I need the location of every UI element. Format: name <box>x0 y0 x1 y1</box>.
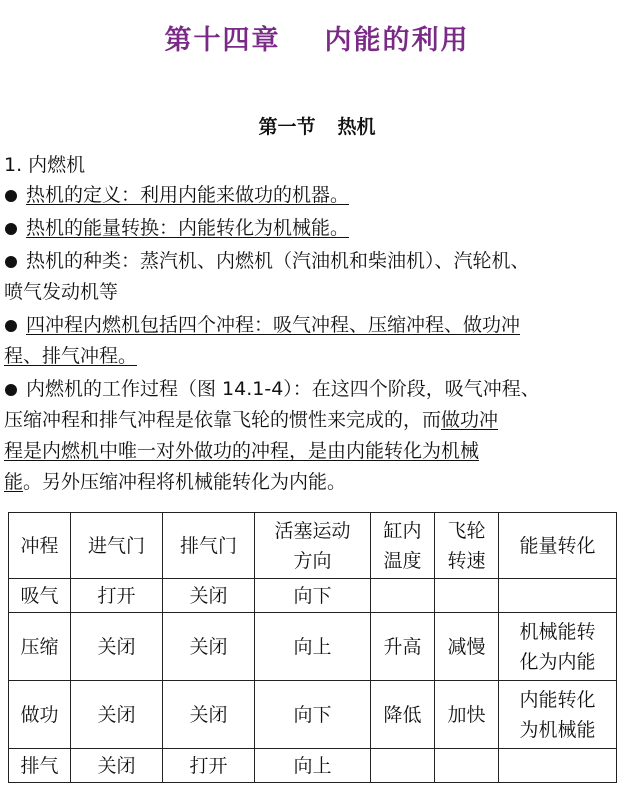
bullet-text: 喷气发动机等 <box>4 281 119 303</box>
stroke-table <box>8 512 617 783</box>
table-cell <box>499 579 617 613</box>
table-header <box>71 513 163 579</box>
table-cell: 向下 <box>255 681 371 749</box>
table-header <box>371 513 435 579</box>
bullet-dot-icon <box>5 223 17 235</box>
table-cell: 关闭 <box>163 579 255 613</box>
header-text: 进气门 <box>87 534 145 557</box>
table-cell <box>499 613 617 681</box>
topic-heading: 1. 内燃机 <box>4 154 86 176</box>
table-cell: 打开 <box>163 749 255 783</box>
bullet-text: 四冲程内燃机包括四个冲程：吸气冲程、压缩冲程、做功冲 <box>26 314 521 336</box>
table-row <box>9 749 617 783</box>
cell-text: 内能转化 <box>519 688 596 711</box>
table-cell <box>435 579 499 613</box>
table-cell: 向下 <box>255 579 371 613</box>
section-title <box>0 112 634 139</box>
bullet-text: 内燃机的工作过程（图 14.1-4）：在这四个阶段，吸气冲程、 <box>26 378 540 400</box>
header-text: 飞轮 <box>447 519 486 542</box>
table-cell: 关闭 <box>71 613 163 681</box>
table-header-row <box>9 513 617 579</box>
table-cell: 关闭 <box>163 613 255 681</box>
chapter-name: 内能的利用 <box>324 25 470 56</box>
bullet-item <box>4 374 628 498</box>
bullet-item <box>4 213 628 244</box>
header-text: 冲程 <box>20 534 59 557</box>
bullet-text: 热机的定义：利用内能来做功的机器。 <box>26 184 350 206</box>
bullet-item <box>4 246 628 308</box>
table-cell <box>371 749 435 783</box>
table-cell: 向上 <box>255 613 371 681</box>
header-text: 温度 <box>383 549 422 572</box>
bullet-text: 压缩冲程和排气冲程是依靠飞轮的惯性来完成的，而 <box>4 409 442 431</box>
table-row <box>9 681 617 749</box>
header-text: 活塞运动 <box>274 519 351 542</box>
table-header <box>435 513 499 579</box>
table-cell <box>435 749 499 783</box>
bullet-text: 程是内燃机中唯一对外做功的冲程，是由内能转化为机械 <box>4 440 480 462</box>
bullet-list <box>4 180 628 500</box>
bullet-text: 。另外压缩冲程将机械能转化为内能。 <box>23 471 347 493</box>
table-row <box>9 579 617 613</box>
bullet-dot-icon <box>5 190 17 202</box>
table-row <box>9 613 617 681</box>
chapter-number: 第十四章 <box>164 25 281 56</box>
bullet-item <box>4 180 628 211</box>
table-cell: 降低 <box>371 681 435 749</box>
table-cell: 向上 <box>255 749 371 783</box>
bullet-text: 程、排气冲程。 <box>4 345 138 367</box>
table-cell <box>371 579 435 613</box>
cell-text: 化为内能 <box>519 650 596 673</box>
table-cell: 升高 <box>371 613 435 681</box>
bullet-item <box>4 310 628 372</box>
table-header <box>255 513 371 579</box>
table-header <box>163 513 255 579</box>
table-header <box>9 513 71 579</box>
table-cell: 吸气 <box>9 579 71 613</box>
header-text: 方向 <box>293 549 332 572</box>
bullet-text: 热机的种类：蒸汽机、内燃机（汽油机和柴油机）、汽轮机、 <box>26 250 530 272</box>
header-text: 转速 <box>447 549 486 572</box>
bullet-text: 能 <box>4 471 24 493</box>
header-text: 能量转化 <box>519 534 596 557</box>
section-name: 热机 <box>337 116 376 138</box>
table-cell: 做功 <box>9 681 71 749</box>
cell-text: 为机械能 <box>519 718 596 741</box>
table-cell: 加快 <box>435 681 499 749</box>
section-number: 第一节 <box>258 116 316 138</box>
bullet-text: 做功冲 <box>441 409 499 431</box>
table-cell <box>499 749 617 783</box>
bullet-dot-icon <box>5 256 17 268</box>
header-text: 缸内 <box>383 519 422 542</box>
table-cell: 打开 <box>71 579 163 613</box>
bullet-text: 热机的能量转换：内能转化为机械能。 <box>26 217 350 239</box>
cell-text: 机械能转 <box>519 620 596 643</box>
bullet-dot-icon <box>5 384 17 396</box>
table-cell: 关闭 <box>163 681 255 749</box>
table-header <box>499 513 617 579</box>
table-cell <box>499 681 617 749</box>
table-cell: 关闭 <box>71 749 163 783</box>
table-cell: 减慢 <box>435 613 499 681</box>
table-cell: 关闭 <box>71 681 163 749</box>
header-text: 排气门 <box>179 534 237 557</box>
bullet-dot-icon <box>5 320 17 332</box>
table-cell: 压缩 <box>9 613 71 681</box>
table-cell: 排气 <box>9 749 71 783</box>
chapter-title <box>0 18 634 57</box>
